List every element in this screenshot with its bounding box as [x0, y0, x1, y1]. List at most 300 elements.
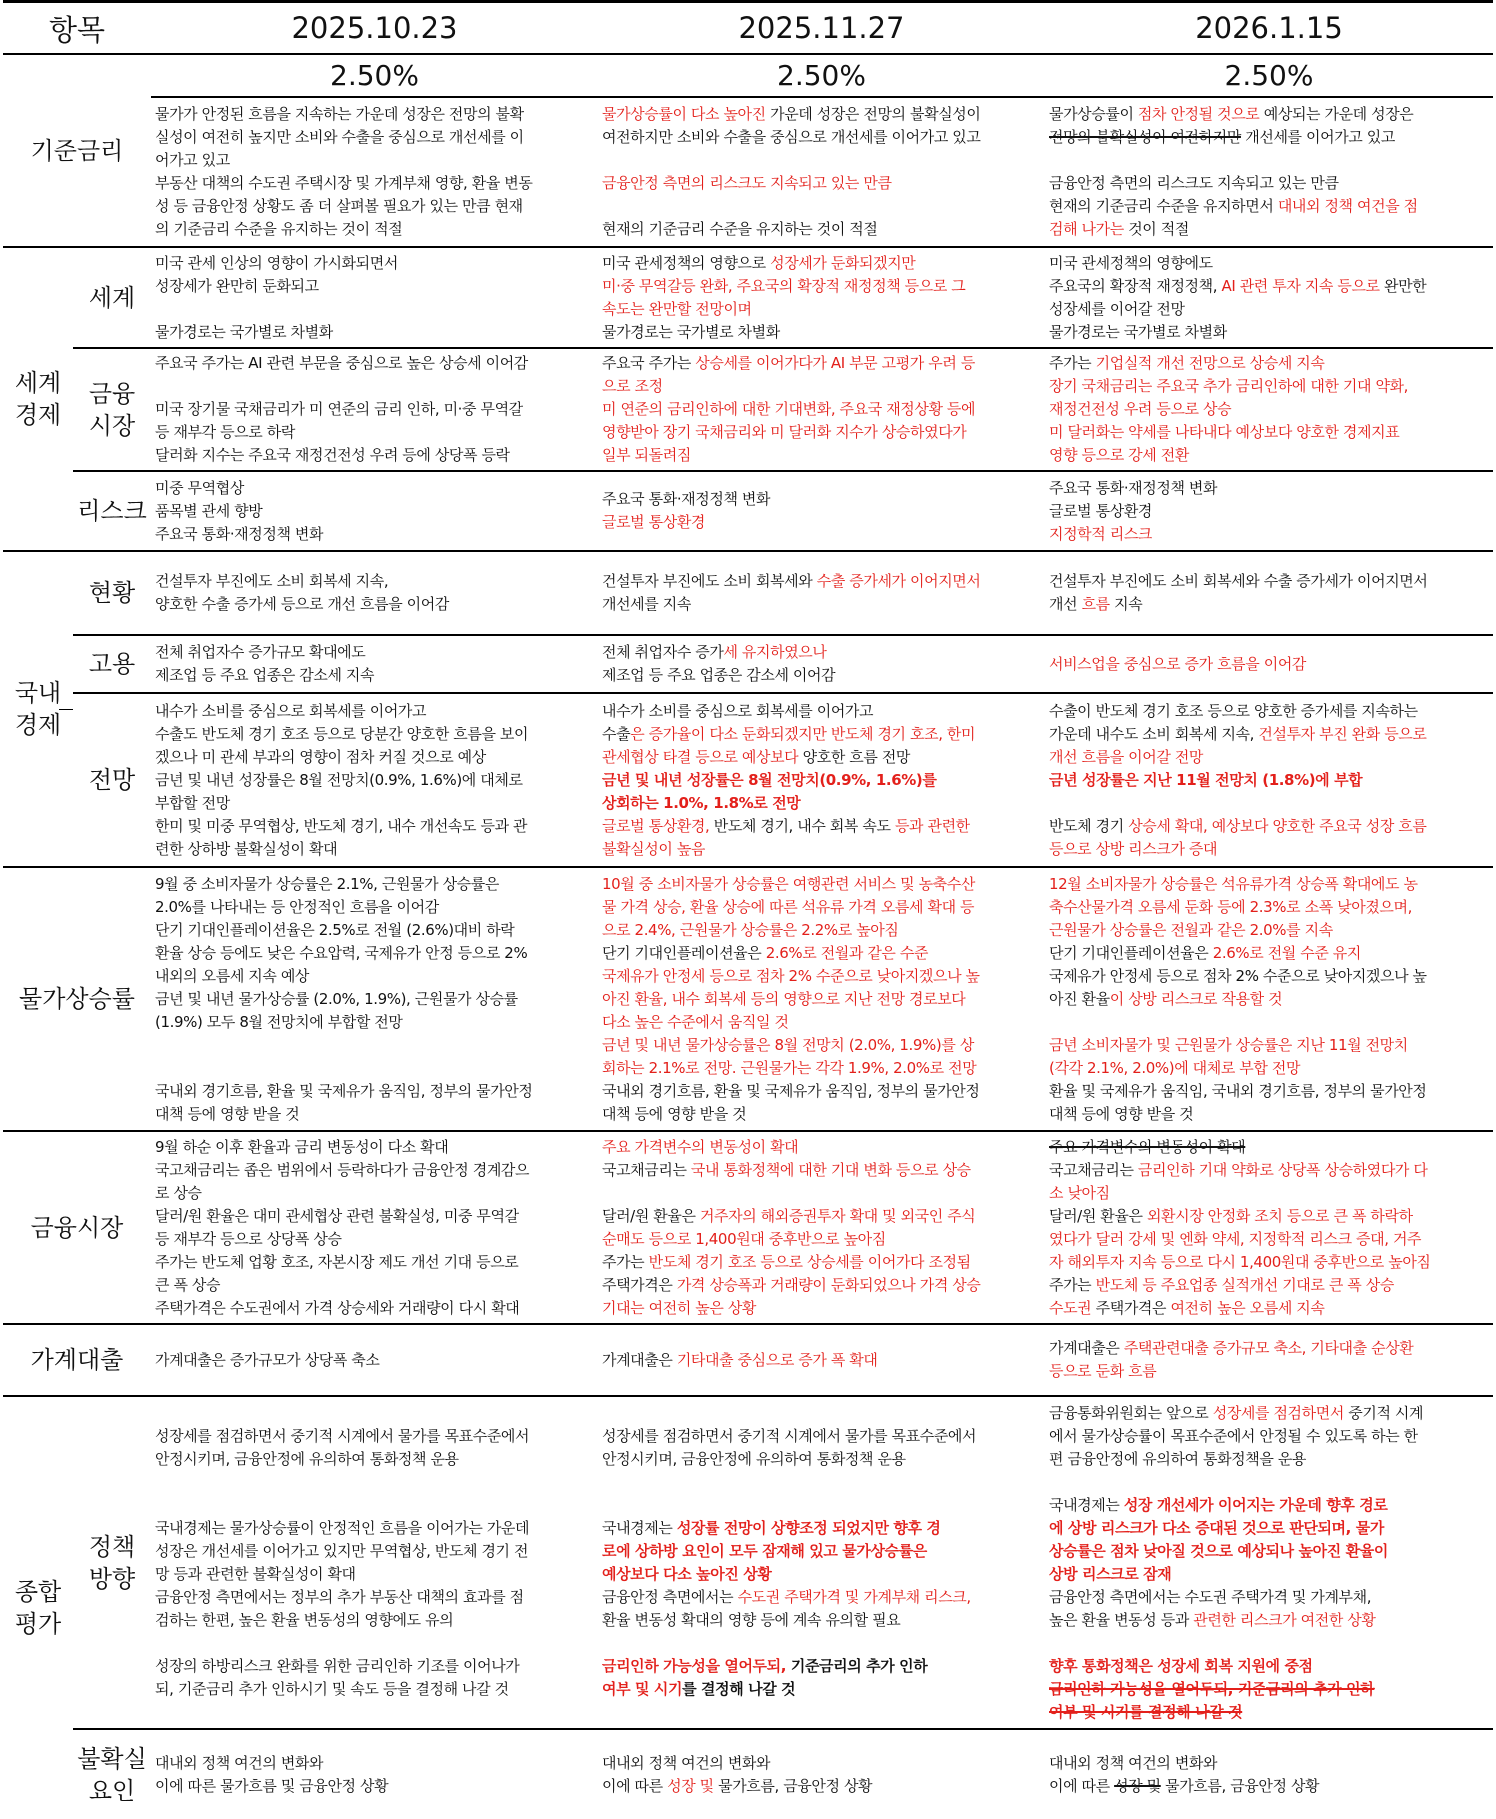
text-line: [602, 149, 1041, 172]
text-line: 겠으나 미 관세 부과의 영향이 점차 커질 것으로 예상: [155, 747, 486, 766]
cell-text: [1045, 635, 1493, 693]
row-label-base-rate: 기준금리: [3, 54, 151, 247]
text-line: [155, 1034, 594, 1057]
text-line: 글로벌 통상환경: [1049, 501, 1152, 520]
changed-text: 축수산물가격 오름세 둔화 등에 2.3%로 소폭 낮아졌으며,: [1049, 897, 1412, 916]
text-segment: 현재의 기준금리 수준을 유지하면서: [1049, 197, 1278, 215]
text-segment: 주요국의 확장적 재정정책,: [1049, 276, 1222, 295]
text-line: [1049, 444, 1489, 467]
changed-text: 주택관련대출 증가규모 축소, 기타대출 순상환: [1123, 1339, 1414, 1357]
text-line: 편 금융안정에 유의하여 통화정책을 운용: [1049, 1449, 1307, 1468]
changed-text: 여부 및 시기: [602, 1679, 683, 1698]
text-line: [1049, 1274, 1489, 1297]
cell-text: [1045, 471, 1493, 551]
text-line: 성장세를 점검하면서 중기적 시계에서 물가를 목표수준에서: [155, 1426, 530, 1445]
text-segment: 단기 기대인플레이션율은: [1049, 943, 1213, 962]
text-segment: 건설투자 부진에도 소비 회복세와: [602, 572, 817, 590]
changed-text: 회하는 2.1%로 전망. 근원물가는 각각 1.9%, 2.0%로 전망: [602, 1058, 977, 1077]
group-label-overall: 종합 평가: [3, 1396, 73, 1819]
cell-text: [598, 97, 1045, 247]
text-line: 등 재부각 등으로 상당폭 상승: [155, 1229, 342, 1248]
cell-text: [598, 1131, 1045, 1324]
text-line: [1049, 218, 1489, 241]
text-line: [602, 252, 1041, 275]
text-segment: 완만한: [1379, 276, 1427, 295]
text-line: 9월 중 소비자물가 상승률은 2.1%, 근원물가 상승률은: [155, 874, 499, 893]
row-policy-direction: [3, 1396, 1493, 1729]
text-line: 2.0%를 나타내는 등 안정적인 흐름을 이어감: [155, 897, 439, 916]
text-line: 주택가격은 수도권에서 가격 상승세와 거래량이 다시 확대: [155, 1298, 520, 1317]
changed-text: 국내 통화정책에 대한 기대 변화 등으로 상승: [690, 1160, 971, 1179]
cell-text: [1045, 693, 1493, 867]
row-label-household-loans: 가계대출: [3, 1324, 151, 1396]
changed-text: 이 상방 리스크로 작용할 것: [1109, 989, 1283, 1008]
text-segment: 가계대출은: [602, 1350, 677, 1369]
text-line: 대내외 정책 여건의 변화와: [602, 1753, 771, 1772]
rate-value: 2.50%: [151, 54, 598, 97]
cell-text: [598, 1396, 1045, 1729]
cell-text: [151, 1396, 598, 1729]
changed-text: 기타대출 중심으로 증가 폭 확대: [676, 1350, 878, 1369]
row-base-rate: [3, 97, 1493, 247]
text-line: (1.9%) 모두 8월 전망치에 부합할 전망: [155, 1012, 403, 1031]
text-line: 금년 및 내년 물가상승률 (2.0%, 1.9%), 근원물가 상승률: [155, 989, 518, 1008]
text-line: 국내외 경기흐름, 환율 및 국제유가 움직임, 정부의 물가안정: [602, 1081, 980, 1100]
changed-text: 성장 및: [667, 1776, 714, 1795]
cell-text: [1045, 1396, 1493, 1729]
text-segment: 국내경제는: [1049, 1495, 1124, 1514]
text-line: [1049, 1034, 1489, 1057]
cell-text: [151, 471, 598, 551]
text-line: [1049, 1136, 1489, 1159]
text-line: [1049, 523, 1489, 546]
text-segment: 국내경제는: [602, 1518, 677, 1537]
changed-text: 여전히 높은 오름세 지속: [1170, 1298, 1325, 1317]
text-line: 에서 물가상승률이 목표수준에서 안정될 수 있도록 하는 한: [1049, 1426, 1418, 1445]
row-label-inflation: 물가상승률: [3, 867, 151, 1131]
changed-text: 국제유가 안정세 등으로 점차 2% 수준으로 낮아지겠으나 높: [602, 966, 980, 985]
text-line: [602, 815, 1041, 838]
changed-text: 속도는 완만할 전망이며: [602, 299, 752, 318]
text-line: [1049, 942, 1489, 965]
changed-text: 서비스업을 중심으로 증가 흐름을 이어감: [1049, 654, 1307, 673]
changed-text: AI 관련 투자 지속 등으로: [1221, 276, 1380, 295]
group-label-world-economy: 세계 경제: [14, 369, 62, 429]
text-line: [1049, 1251, 1489, 1274]
cell-text: [1045, 551, 1493, 635]
text-line: [155, 375, 594, 398]
changed-text: 상승세 확대, 예상보다 양호한 주요국 성장 흐름: [1128, 816, 1427, 835]
text-line: [1049, 1563, 1489, 1586]
changed-text: 소 낮아짐: [1049, 1183, 1110, 1202]
text-segment: 아진 환율: [1049, 989, 1110, 1008]
text-line: 안정시키며, 금융안정에 유의하여 통화정책 운용: [155, 1449, 459, 1468]
text-segment: 주가는: [1049, 1275, 1096, 1294]
text-line: [602, 1057, 1041, 1080]
text-line: [602, 1540, 1041, 1563]
text-line: [1049, 103, 1489, 126]
header-date: 2026.1.15: [1045, 2, 1493, 55]
cell-text: [151, 97, 598, 247]
text-line: 환율 및 국제유가 움직임, 국내외 경기흐름, 정부의 물가안정: [1049, 1081, 1427, 1100]
changed-text: 관세협상 타결 등으로 예상보다: [602, 747, 799, 766]
text-line: [1049, 792, 1489, 815]
changed-text: 지정학적 리스크: [1049, 524, 1152, 543]
text-line: 련한 상하방 불확실성이 확대: [155, 839, 338, 858]
changed-text: 에 상방 리스크가 다소 증대된 것으로 판단되며, 물가: [1049, 1518, 1384, 1537]
text-line: [1049, 746, 1489, 769]
row-label-financial-markets: 금융시장: [3, 1131, 151, 1324]
text-segment: 주가는: [1049, 354, 1096, 372]
text-line: 성 등 금융안정 상황도 좀 더 살펴볼 필요가 있는 만큼 현재: [155, 197, 523, 215]
changed-text: 검해 나가는: [1049, 220, 1124, 238]
text-line: [602, 1182, 1041, 1205]
changed-text: 아진 환율, 내수 회복세 등의 영향으로 지난 전망 경로보다: [602, 989, 966, 1008]
struck-text: 전망의 불확실성이 여전하지만: [1049, 128, 1241, 146]
row-label-world: 세계: [88, 283, 136, 312]
changed-text: 거주자의 해외증권투자 확대 및 외국인 주식: [699, 1206, 976, 1225]
changed-text: 12월 소비자물가 상승률은 석유류가격 상승폭 확대에도 농: [1049, 874, 1418, 893]
text-line: [155, 298, 594, 321]
text-segment: 이에 따른: [602, 1776, 668, 1795]
text-line: [1049, 919, 1489, 942]
row-uncertainty: [3, 1729, 1493, 1819]
changed-text: 성장 개선세가 이어지는 가운데 향후 경로: [1123, 1495, 1388, 1514]
text-line: [602, 1632, 1041, 1655]
changed-text: 금년 및 내년 성장률은 8월 전망치(0.9%, 1.6%)를: [602, 770, 937, 789]
text-line: 안정시키며, 금융안정에 유의하여 통화정책 운용: [602, 1449, 906, 1468]
changed-text: 성장세가 둔화되겠지만: [770, 253, 916, 272]
cell-text: [151, 551, 598, 635]
text-line: 내수가 소비를 중심으로 회복세를 이어가고: [155, 701, 427, 720]
text-line: 물가경로는 국가별로 차별화: [1049, 322, 1227, 341]
cell-text: [598, 635, 1045, 693]
text-line: [1049, 815, 1489, 838]
changed-text: 반도체 등 주요업종 실적개선 기대로 큰 폭 상승: [1095, 1275, 1394, 1294]
text-line: [602, 919, 1041, 942]
changed-text: 예상보다 다소 높아진 상황: [602, 1564, 772, 1583]
text-line: [1049, 375, 1489, 398]
struck-text: 주요 가격변수의 변동성이 확대: [1049, 1137, 1246, 1156]
text-line: [602, 421, 1041, 444]
text-line: [155, 1632, 594, 1655]
text-line: [602, 172, 1041, 195]
text-line: 검하는 한편, 높은 환율 변동성의 영향에도 유의: [155, 1610, 454, 1629]
changed-text: 미 달러화는 약세를 나타내다 예상보다 양호한 경제지표: [1049, 423, 1400, 441]
text-line: [602, 1228, 1041, 1251]
cell-text: [151, 1729, 598, 1819]
text-line: 수출도 반도체 경기 호조 등으로 당분간 양호한 흐름을 보이: [155, 724, 529, 743]
text-line: 현재의 기준금리 수준을 유지하는 것이 적절: [602, 220, 878, 238]
changed-text: 향후 통화정책은 성장세 회복 지원에 중점: [1049, 1656, 1313, 1675]
text-line: [602, 1655, 1041, 1678]
changed-text: (각각 2.1%, 2.0%)에 대체로 부합 전망: [1049, 1058, 1301, 1077]
text-line: [1049, 1471, 1489, 1494]
changed-text: 점차 안정될 것으로: [1137, 105, 1260, 123]
changed-text: 글로벌 통상환경: [602, 513, 705, 531]
text-line: 대책 등에 영향 받을 것: [602, 1104, 747, 1123]
changed-text: 상승률은 점차 낮아질 것으로 예상되나 높아진 환율이: [1049, 1541, 1388, 1560]
row-world-growth: [3, 247, 1493, 348]
text-line: [155, 1471, 594, 1494]
text-line: 대책 등에 영향 받을 것: [1049, 1104, 1194, 1123]
text-line: [1049, 1159, 1489, 1182]
text-line: 등 재부각 등으로 하락: [155, 423, 295, 441]
changed-text: 재정건전성 우려 등으로 상승: [1049, 400, 1232, 418]
changed-text: 금년 및 내년 물가상승률은 8월 전망치 (2.0%, 1.9%)를 상: [602, 1035, 974, 1054]
text-line: [1049, 593, 1489, 616]
text-segment: 주가는: [602, 1252, 649, 1271]
text-line: [1049, 1655, 1489, 1678]
text-segment: 금융통화위원회는 앞으로: [1049, 1403, 1213, 1422]
text-line: 제조업 등 주요 업종은 감소세 이어감: [602, 666, 836, 684]
text-line: [1049, 1494, 1489, 1517]
text-segment: 전체 취업자수 증가: [602, 643, 724, 661]
row-label-uncertainty: 불확실 요인: [73, 1729, 151, 1819]
text-line: 로 상승: [155, 1183, 202, 1202]
text-line: [1049, 1678, 1489, 1701]
text-line: 물가가 안정된 흐름을 지속하는 가운데 성장은 전망의 불확: [155, 105, 524, 123]
group-label-domestic-economy: [3, 551, 73, 867]
changed-text: 등으로 둔화 흐름: [1049, 1362, 1157, 1380]
text-segment: 주택가격은: [602, 1275, 677, 1294]
text-line: 금융안정 측면의 리스크도 지속되고 있는 만큼: [1049, 174, 1339, 192]
text-line: [602, 275, 1041, 298]
cell-text: [151, 247, 598, 348]
text-line: 미중 무역협상: [155, 478, 244, 497]
row-world-markets: [3, 348, 1493, 471]
changed-text: 순매도 등으로 1,400원대 중후반으로 높아짐: [602, 1229, 886, 1248]
text-line: 주요국 주가는 AI 관련 부문을 중심으로 높은 상승세 이어감: [155, 354, 528, 372]
row-inflation: [3, 867, 1493, 1131]
changed-text: 수출 증가세가 이어지면서: [816, 572, 981, 590]
text-line: 가계대출은 증가규모가 상당폭 축소: [155, 1350, 380, 1369]
changed-text: 반도체 경기 호조 등으로 상승세를 이어가다 조정됨: [648, 1252, 971, 1271]
text-line: [1049, 653, 1489, 676]
text-line: [602, 723, 1041, 746]
text-line: 금융안정 측면에서는 수도권 주택가격 및 가계부채,: [1049, 1587, 1372, 1606]
text-segment: 양호한 흐름 전망: [798, 747, 911, 766]
changed-text: 세 유지하였으나: [723, 643, 827, 661]
changed-text: 은 증가율이 다소 둔화되겠지만 반도체 경기 호조, 한미: [630, 724, 976, 743]
cell-text: [151, 1131, 598, 1324]
text-segment: 가계대출은: [1049, 1339, 1124, 1357]
text-line: [1049, 1205, 1489, 1228]
struck-text: 성장 및: [1114, 1776, 1161, 1795]
text-line: 부동산 대책의 수도권 주택시장 및 가계부채 영향, 환율 변동: [155, 174, 533, 192]
text-line: 한미 및 미중 무역협상, 반도체 경기, 내수 개선속도 등과 관: [155, 816, 528, 835]
text-line: 수출이 반도체 경기 호조 등으로 양호한 증가세를 지속하는: [1049, 701, 1418, 720]
header-date: 2025.11.27: [598, 2, 1045, 55]
cell-text: [151, 348, 598, 471]
text-line: [602, 1775, 1041, 1798]
row-world-risk: [3, 471, 1493, 551]
text-line: [1049, 126, 1489, 149]
changed-text: 기대는 여전히 높은 상황: [602, 1298, 757, 1317]
text-line: 주요국 통화·재정정책 변화: [602, 490, 771, 508]
cell-text: [1045, 1324, 1493, 1396]
row-label-employment: 고용: [73, 635, 151, 693]
text-line: 단기 기대인플레이션율은 2.5%로 전월 (2.6%)대비 하락: [155, 920, 515, 939]
text-line: [602, 1494, 1041, 1517]
text-segment: 반도체 경기, 내수 회복 속도: [709, 816, 895, 835]
text-line: [602, 965, 1041, 988]
text-segment: 개선: [1049, 595, 1082, 613]
changed-text: 수도권 주택가격 및 가계부채 리스크,: [737, 1587, 971, 1606]
cell-text: [151, 693, 598, 867]
cell-text: [151, 867, 598, 1131]
changed-text: 으로 2.4%, 근원물가 상승률은 2.2%로 높아짐: [602, 920, 899, 939]
text-line: [1049, 1337, 1489, 1360]
text-line: [602, 511, 1041, 534]
text-segment: 개선세를 이어가고 있고: [1240, 128, 1395, 146]
text-line: 전체 취업자수 증가규모 확대에도: [155, 643, 366, 661]
text-line: [602, 873, 1041, 896]
text-segment: 가운데 내수도 소비 회복세 지속,: [1049, 724, 1259, 743]
text-line: [1049, 1632, 1489, 1655]
policy-comparison-table: [3, 0, 1493, 1819]
cell-text: [1045, 1131, 1493, 1324]
text-line: 성장은 개선세를 이어가고 있지만 무역협상, 반도체 경기 전: [155, 1541, 529, 1560]
changed-text: 금년 소비자물가 및 근원물가 상승률은 지난 11월 전망치: [1049, 1035, 1408, 1054]
text-line: 미국 장기물 국채금리가 미 연준의 금리 인하, 미·중 무역갈: [155, 400, 523, 418]
cell-text: [1045, 97, 1493, 247]
cell-text: [1045, 348, 1493, 471]
text-line: 건설투자 부진에도 소비 회복세와 수출 증가세가 이어지면서: [1049, 572, 1428, 590]
text-segment: 것이 적절: [1123, 220, 1189, 238]
text-line: [1049, 873, 1489, 896]
text-line: 성장세를 이어갈 전망: [1049, 299, 1185, 318]
text-line: [1049, 1360, 1489, 1383]
header-item: 항목: [3, 2, 151, 55]
struck-text: 금리인하 가능성을 열어두되, 기준금리의 추가 인하: [1049, 1679, 1375, 1698]
text-line: [602, 195, 1041, 218]
text-line: [602, 942, 1041, 965]
text-line: 대책 등에 영향 받을 것: [155, 1104, 300, 1123]
text-line: 제조업 등 주요 업종은 감소세 지속: [155, 666, 375, 684]
text-line: [602, 1274, 1041, 1297]
text-line: 망 등과 관련한 불확실성이 확대: [155, 1564, 356, 1583]
text-line: [602, 1136, 1041, 1159]
text-line: 건설투자 부진에도 소비 회복세 지속,: [155, 572, 389, 590]
text-line: 성장세를 점검하면서 중기적 시계에서 물가를 목표수준에서: [602, 1426, 977, 1445]
text-line: [602, 1011, 1041, 1034]
changed-text: 으로 조정: [602, 377, 663, 395]
divider: [59, 709, 73, 710]
text-line: 양호한 수출 증가세 등으로 개선 흐름을 이어감: [155, 595, 449, 613]
changed-text: 글로벌 통상환경,: [602, 816, 710, 835]
text-line: [602, 1563, 1041, 1586]
text-line: 달러화 지수는 주요국 재정건전성 우려 등에 상당폭 등락: [155, 446, 510, 464]
changed-text: 상회하는 1.0%, 1.8%로 전망: [602, 793, 801, 812]
text-line: [602, 398, 1041, 421]
text-line: [602, 298, 1041, 321]
changed-text: 불확실성이 높음: [602, 839, 705, 858]
text-line: 미국 관세정책의 영향에도: [1049, 253, 1213, 272]
cell-text: [598, 1324, 1045, 1396]
text-line: [602, 988, 1041, 1011]
text-line: 환율 상승 등에도 낮은 수요압력, 국제유가 안정 등으로 2%: [155, 943, 528, 962]
text-segment: 이에 따른: [1049, 1776, 1115, 1795]
text-line: [1049, 352, 1489, 375]
text-line: 물가경로는 국가별로 차별화: [602, 322, 780, 341]
changed-text: 외환시장 안정화 조치 등으로 큰 폭 하락하: [1146, 1206, 1413, 1225]
changed-text: 영향 등으로 강세 전환: [1049, 446, 1189, 464]
changed-text: 였다가 달러 강세 및 엔화 약세, 지정학적 리스크 증대, 거주: [1049, 1229, 1422, 1248]
text-line: [1049, 1011, 1489, 1034]
changed-text: 영향받아 장기 국채금리와 미 달러화 지수가 상승하였다가: [602, 423, 967, 441]
text-line: 대내외 정책 여건의 변화와: [1049, 1753, 1218, 1772]
changed-text: 등으로 상방 리스크가 증대: [1049, 839, 1218, 858]
text-segment: 주요국 주가는: [602, 354, 696, 372]
changed-text: 금년 성장률은 지난 11월 전망치 (1.8%)에 부합: [1049, 770, 1363, 789]
cell-text: [598, 247, 1045, 348]
text-line: [1049, 769, 1489, 792]
text-line: [1049, 1228, 1489, 1251]
changed-text: 등과 관련한: [894, 816, 970, 835]
text-line: [155, 1494, 594, 1517]
text-line: [1049, 1540, 1489, 1563]
row-label-outlook: 전망: [73, 693, 151, 867]
cell-text: [598, 693, 1045, 867]
cell-text: [598, 551, 1045, 635]
text-line: [602, 444, 1041, 467]
text-line: [1049, 1701, 1489, 1724]
text-line: 성장세가 완만히 둔화되고: [155, 276, 319, 295]
changed-text: 성장률 전망이 상향조정 되었지만 향후 경: [676, 1518, 941, 1537]
text-line: [602, 1251, 1041, 1274]
text-line: 여전하지만 소비와 수출을 중심으로 개선세를 이어가고 있고: [602, 128, 981, 146]
text-line: [602, 1205, 1041, 1228]
text-line: [602, 1349, 1041, 1372]
cell-text: [1045, 247, 1493, 348]
text-line: [1049, 421, 1489, 444]
changed-text: 자 해외투자 지속 등으로 다시 1,400원대 중후반으로 높아짐: [1049, 1252, 1431, 1271]
text-line: 품목별 관세 향방: [155, 501, 263, 520]
text-segment: 수출: [602, 724, 631, 743]
text-line: [602, 103, 1041, 126]
text-line: [602, 1517, 1041, 1540]
changed-text: 일부 되돌려짐: [602, 446, 691, 464]
cell-text: [598, 867, 1045, 1131]
text-line: 내수가 소비를 중심으로 회복세를 이어가고: [602, 701, 874, 720]
header-row: [3, 2, 1493, 55]
text-segment: 반도체 경기: [1049, 816, 1129, 835]
text-line: 개선세를 지속: [602, 595, 691, 613]
text-line: 국내경제는 물가상승률이 안정적인 흐름을 이어가는 가운데: [155, 1518, 530, 1537]
changed-text: 대내외 정책 여건을 점: [1277, 197, 1418, 215]
group-label-text: 국내 경제: [14, 679, 62, 739]
text-line: [602, 352, 1041, 375]
text-line: [602, 792, 1041, 815]
changed-text: 건설투자 부진 완화 등으로: [1258, 724, 1427, 743]
text-segment: 단기 기대인플레이션율은: [602, 943, 766, 962]
text-segment: 달러/원 환율은: [602, 1206, 700, 1225]
changed-text: 금리인하 가능성을 열어두되,: [602, 1656, 787, 1675]
text-line: 주가는 반도체 업황 호조, 자본시장 제도 개선 기대 등으로: [155, 1252, 519, 1271]
cell-text: [1045, 1729, 1493, 1819]
text-line: 큰 폭 상승: [155, 1275, 221, 1294]
text-segment: 달러/원 환율은: [1049, 1206, 1147, 1225]
text-line: 성장의 하방리스크 완화를 위한 금리인하 기조를 이어나가: [155, 1656, 520, 1675]
changed-text: 흐름: [1081, 595, 1110, 613]
text-line: [1049, 149, 1489, 172]
changed-text: 근원물가 상승률은 전월과 같은 2.0%를 지속: [1049, 920, 1333, 939]
row-domestic-status: [3, 551, 1493, 635]
text-line: 이에 따른 물가흐름 및 금융안정 상황: [155, 1776, 389, 1795]
text-line: [1049, 275, 1489, 298]
text-line: 내외의 오름세 지속 예상: [155, 966, 310, 985]
